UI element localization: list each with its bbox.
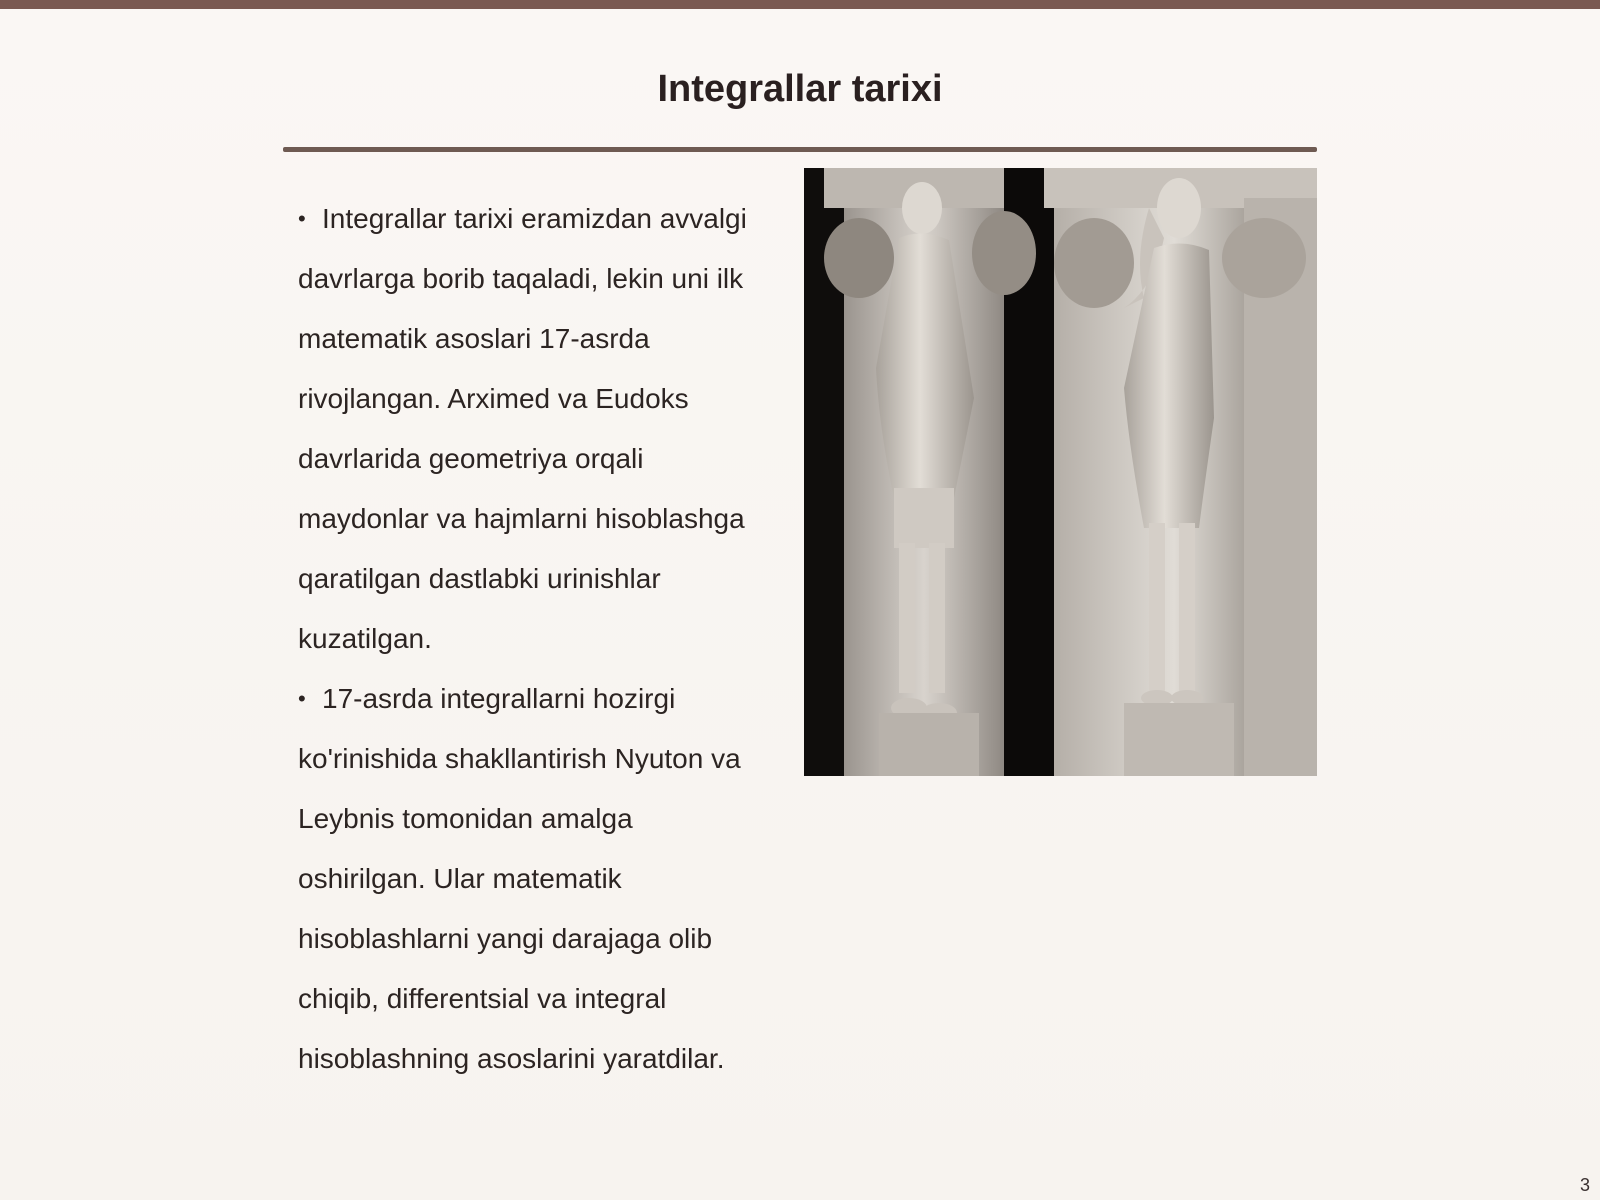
bullet-text: 17-asrda integrallarni hozirgi ko'rinishida shakllantirish Nyuton va Leybnis tomonidan amalga oshirilgan. Ular matematik hisoblashlarni yangi darajaga olib chiqib, differentsial va integral hisoblashning asoslarini yaratdilar. (298, 683, 741, 1074)
bullet-item (298, 189, 768, 669)
bullet-text: Integrallar tarixi eramizdan avvalgi davrlarga borib taqaladi, lekin uni ilk matematik asoslari 17-asrda rivojlangan. Arximed va Eudoks davrlarida geometriya orqali maydonlar va hajmlarni hisoblashga qaratilgan dastlabki urinishlar kuzatilgan. (298, 203, 747, 654)
top-accent-bar (0, 0, 1600, 9)
page-number: 3 (1579, 1175, 1590, 1195)
statues-photo (804, 168, 1317, 776)
slide-title: Integrallar tarixi (657, 68, 943, 110)
bullet-dot: • (298, 206, 306, 231)
title-underline (283, 147, 1317, 152)
statues-illustration (804, 168, 1317, 776)
bullet-list (298, 189, 768, 1089)
bullet-dot: • (298, 686, 306, 711)
bullet-item (298, 669, 768, 1089)
